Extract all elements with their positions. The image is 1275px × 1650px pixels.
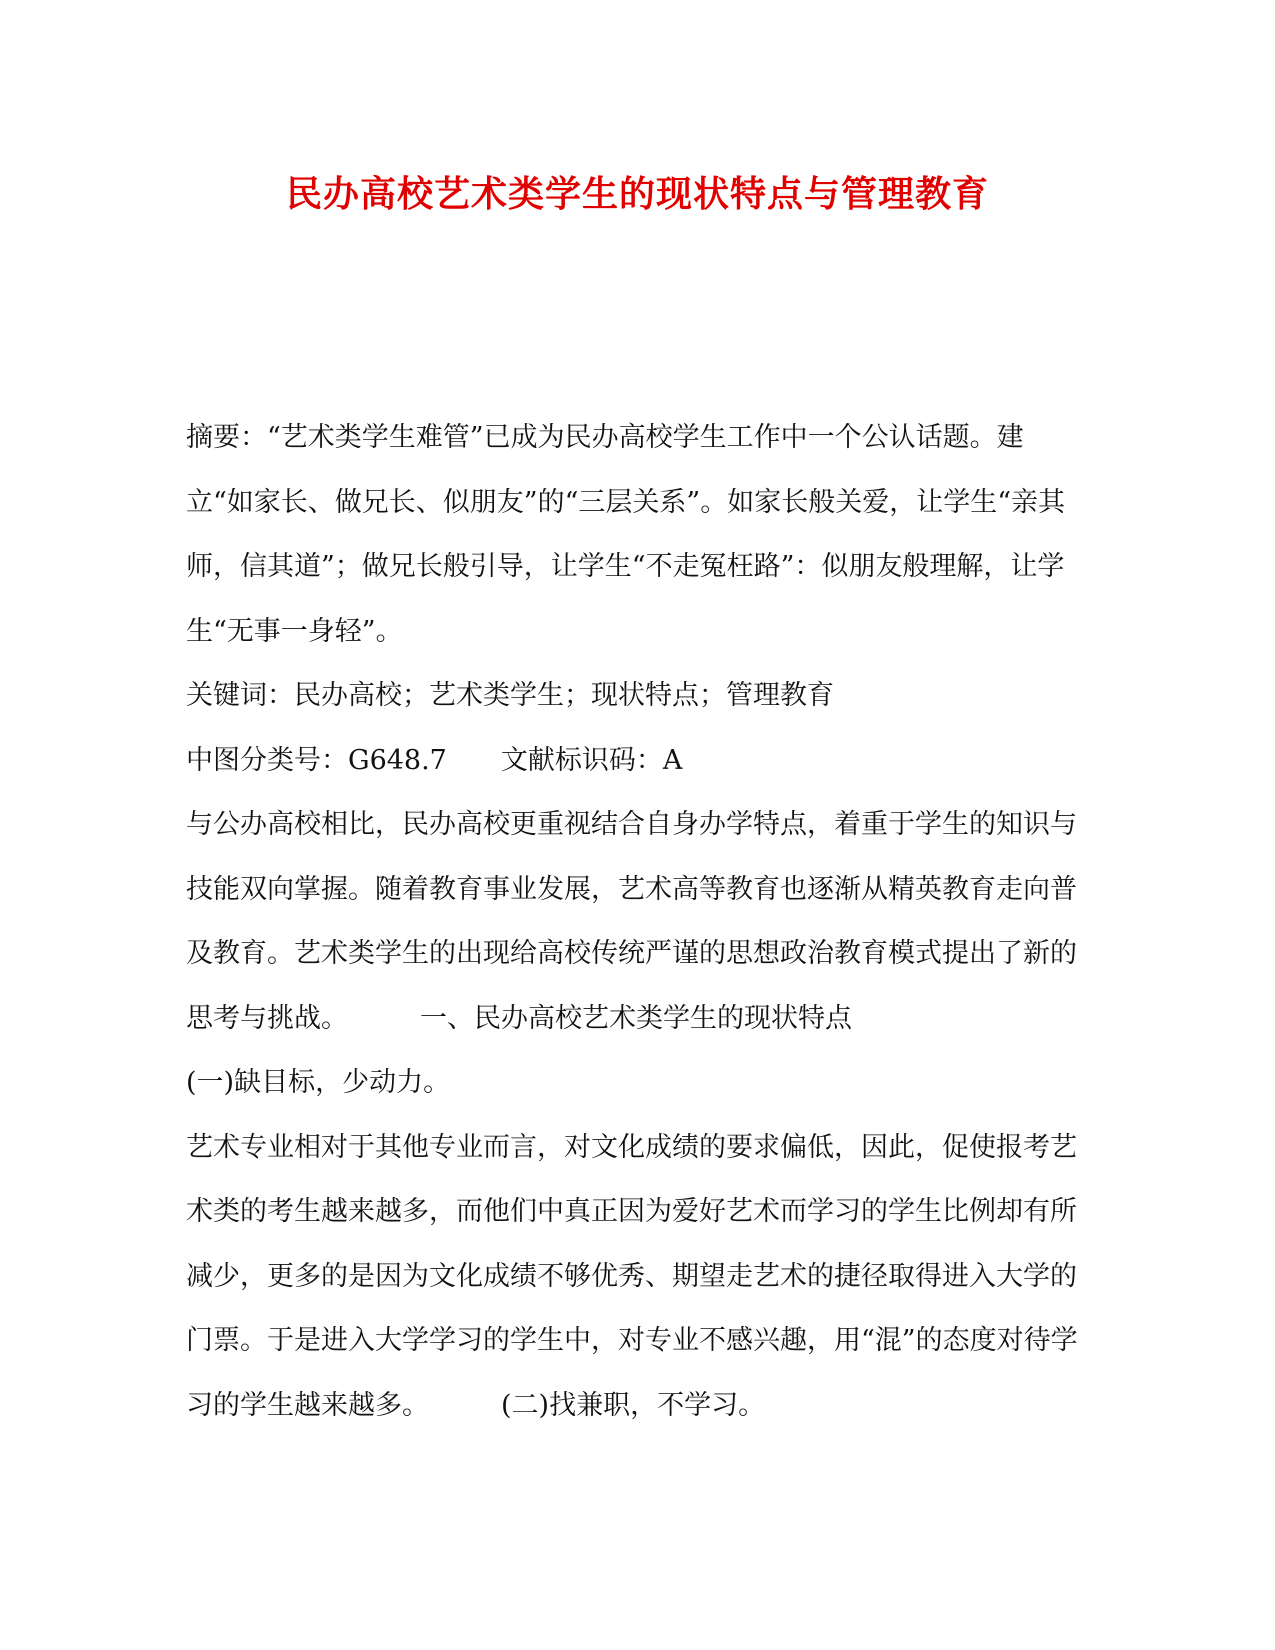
classification-line [186,729,1091,794]
subsection-heading-2: (二)找兼职，不学习。 [501,1389,766,1421]
keywords-line: 关键词：民办高校；艺术类学生；现状特点；管理教育 [186,680,834,711]
document-code: 文献标识码：A [500,744,683,776]
subsection-paragraph-1 [186,1116,1091,1439]
document-body [186,406,1091,1438]
subsection-heading-1: (一)缺目标，少动力。 [186,1067,451,1098]
intro-text: 与公办高校相比，民办高校更重视结合自身办学特点，着重于学生的知识与技能双向掌握。随着教育事业发展，艺术高等教育也逐渐从精英教育走向普及教育。艺术类学生的出现给高校传统严谨的思想政治教育模式提出了新的思考与挑战。 [186,809,1077,1034]
classification-number: 中图分类号：G648.7 [186,744,447,776]
subsection-body-1: 艺术专业相对于其他专业而言，对文化成绩的要求偏低，因此，促使报考艺术类的考生越来越多，而他们中真正因为爱好艺术而学习的学生比例却有所减少，更多的是因为文化成绩不够优秀、期望走艺术的捷径取得进入大学的门票。于是进入大学学习的学生中，对专业不感兴趣，用“混”的态度对待学习的学生越来越多。 [186,1131,1078,1421]
abstract-paragraph: 摘要：“艺术类学生难管”已成为民办高校学生工作中一个公认话题。建立“如家长、做兄长、似朋友”的“三层关系”。如家长般关爱，让学生“亲其师，信其道”；做兄长般引导，让学生“不走冤枉路”：似朋友般理解，让学生“无事一身轻”。 [186,422,1066,647]
intro-paragraph [186,793,1091,1051]
document-title: 民办高校艺术类学生的现状特点与管理教育 [285,173,989,215]
section-heading-1: 一、民办高校艺术类学生的现状特点 [420,1002,852,1034]
